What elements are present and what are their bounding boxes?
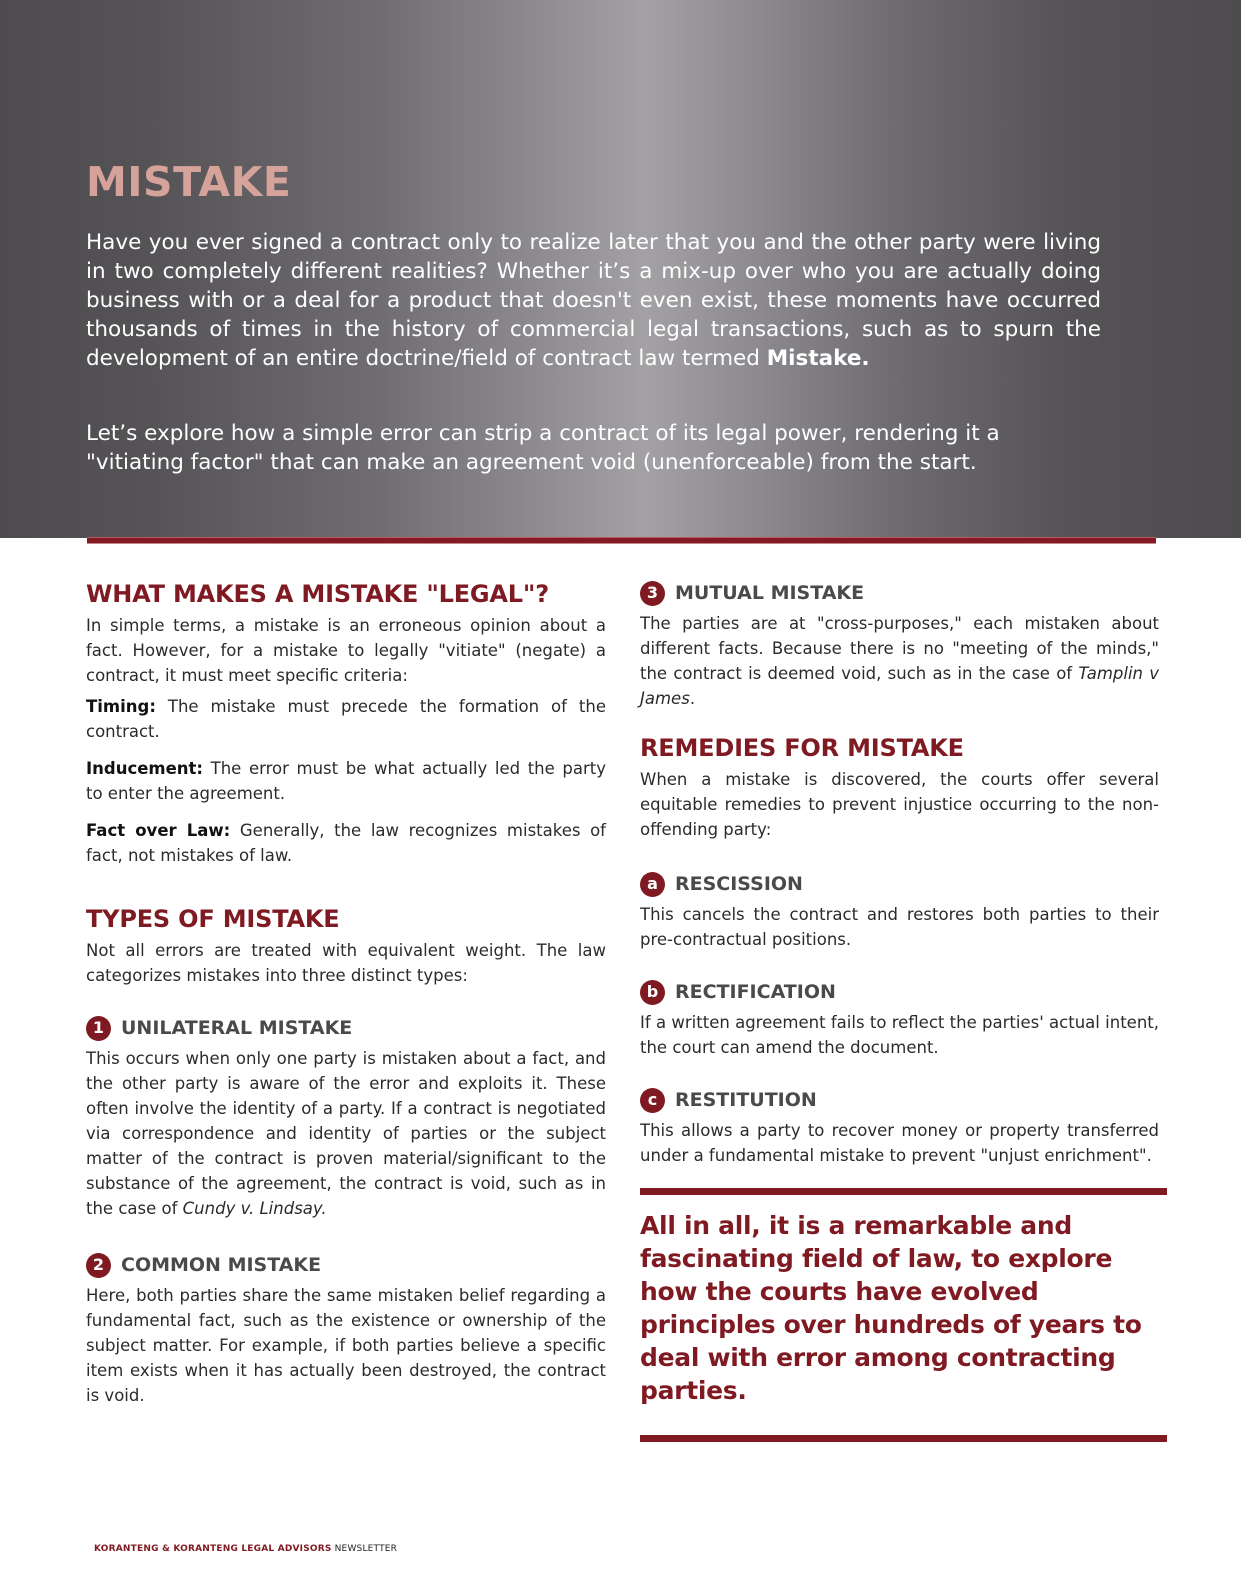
footer: [94, 1544, 397, 1554]
number-1-icon: 1: [86, 1016, 111, 1041]
closing-statement: All in all, it is a remarkable and fascinating field of law, to explore how the courts have evolved principles over hundreds of years to deal with error among contracting parties.: [640, 1211, 1142, 1405]
remedies-section-intro: When a mistake is discovered, the courts offer several equitable remedies to prevent injustice occurring to the non-offending party:: [640, 770, 1159, 839]
hero-divider: [87, 537, 1156, 544]
footer-brand: KORANTENG & KORANTENG LEGAL ADVISORS: [94, 1544, 332, 1554]
closing-top-divider: [640, 1188, 1167, 1195]
criterion-inducement: Inducement: The error must be what actually led the party to enter the agreement.: [86, 759, 606, 803]
mistake-term: Mistake.: [766, 346, 870, 371]
hero-banner: [0, 0, 1241, 538]
legal-section-intro: In simple terms, a mistake is an erroneous opinion about a fact. However, for a mistake to legally "vitiate" (negate) a contract, it must meet specific criteria:: [86, 616, 606, 685]
letter-a-icon: a: [640, 872, 665, 897]
type-common-text: Here, both parties share the same mistaken belief regarding a fundamental fact, such as the existence or ownership of the subject matter. For example, if both parties believe a specific item exists when it has actually been destroyed, the contract is void.: [86, 1286, 606, 1405]
remedy-rescission-heading: a RESCISSION: [640, 870, 1159, 898]
remedy-rectification-text: If a written agreement fails to reflect the parties' actual intent, the court can amend the document.: [640, 1013, 1159, 1057]
type-common-heading: 2 COMMON MISTAKE: [86, 1251, 606, 1279]
criterion-timing: Timing: The mistake must precede the formation of the contract.: [86, 697, 606, 741]
remedies-section-heading: REMEDIES FOR MISTAKE: [640, 734, 964, 762]
left-column: [86, 579, 606, 1408]
type-unilateral: [86, 1014, 606, 1221]
right-column: [640, 579, 1159, 1442]
legal-section: [86, 579, 606, 868]
remedies-section: [640, 733, 1159, 1168]
type-unilateral-heading: 1 UNILATERAL MISTAKE: [86, 1014, 606, 1042]
remedy-rescission-text: This cancels the contract and restores both parties to their pre-contractual positions.: [640, 905, 1159, 949]
legal-section-heading: WHAT MAKES A MISTAKE "LEGAL"?: [86, 580, 549, 608]
hero-explore-paragraph: Let’s explore how a simple error can strip a contract of its legal power, rendering it a "vitiating factor" that can make an agreement void (unenforceable) from the start.: [86, 421, 1000, 475]
letter-b-icon: b: [640, 980, 665, 1005]
remedy-restitution: [640, 1086, 1159, 1168]
page-title: MISTAKE: [86, 158, 292, 206]
remedy-restitution-text: This allows a party to recover money or property transferred under a fundamental mistake to prevent "unjust enrichment".: [640, 1121, 1159, 1165]
types-section-intro: Not all errors are treated with equivalent weight. The law categorizes mistakes into three distinct types:: [86, 941, 606, 985]
number-2-icon: 2: [86, 1253, 111, 1278]
types-section: [86, 904, 606, 1408]
remedy-rescission: [640, 870, 1159, 952]
type-mutual: [640, 579, 1159, 711]
type-mutual-text: The parties are at "cross-purposes," each mistaken about different facts. Because there is no "meeting of the minds," the contract is deemed void, such as in the case of Tamplin v James.: [640, 614, 1159, 708]
remedy-rectification-heading: b RECTIFICATION: [640, 978, 1159, 1006]
type-unilateral-text: This occurs when only one party is mistaken about a fact, and the other party is aware of the error and exploits it. These often involve the identity of a party. If a contract is negotiated via correspondence and identity of parties or the subject matter of the contract is proven material/significant to the substance of the agreement, the contract is void, such as in the case of Cundy v. Lindsay.: [86, 1049, 606, 1218]
case-citation: Tamplin v James: [640, 664, 1159, 708]
hero-intro-paragraph: Have you ever signed a contract only to realize later that you and the other party were living in two completely different realities? Whether it’s a mix-up over who you are actually doing business with or a deal for a product that doesn't even exist, these moments have occurred thousands of times in the history of commercial legal transactions, such as to spurn the development of an entire doctrine/field of contract law termed Mistake.: [86, 230, 1101, 371]
number-3-icon: 3: [640, 581, 665, 606]
type-mutual-heading: 3 MUTUAL MISTAKE: [640, 579, 1159, 607]
remedy-rectification: [640, 978, 1159, 1060]
letter-c-icon: c: [640, 1088, 665, 1113]
closing-bottom-divider: [640, 1435, 1167, 1442]
footer-suffix: NEWSLETTER: [331, 1544, 398, 1554]
remedy-restitution-heading: c RESTITUTION: [640, 1086, 1159, 1114]
case-citation: Cundy v. Lindsay.: [182, 1199, 327, 1218]
type-common: [86, 1251, 606, 1408]
types-section-heading: TYPES OF MISTAKE: [86, 905, 340, 933]
criterion-fact-over-law: Fact over Law: Generally, the law recognizes mistakes of fact, not mistakes of law.: [86, 821, 606, 865]
